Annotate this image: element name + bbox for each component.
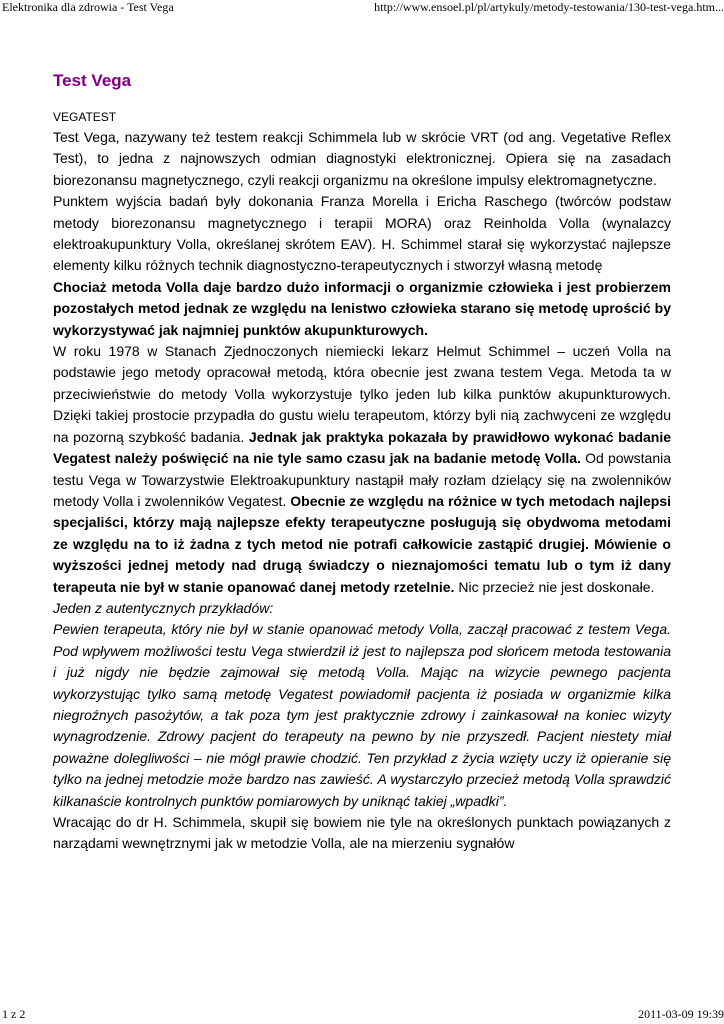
italic-text: Pewien terapeuta, który nie był w stanie opanować metody Volla, zaczął pracować z testem Vega. Pod wpływem możliwości testu Vega stwierdził iż jest to najlepsza pod słońcem metoda testowania i już nigdy nie będzie zajmował się metodą Volla. Mając na wizycie pewnego pacjenta wykorzystując tylko samą metodę Vegatest powiadomił pacjenta iż posiada w organizmie kilka niegroźnych pasożytów, a tak poza tym jest praktycznie zdrowy i zainkasował na koniec wizyty wynagrodzenie. Zdrowy pacjent do terapeuty na pewno by nie przyszedł. Pacjent niestety miał poważne dolegliwości – nie mógł prawie chodzić. Ten przykład z życia wzięty uczy iż opieranie się tylko na jednej metodzie może bardzo nas zawieść. A wystarczyło przecież metodą Volla sprawdzić kilkanaście kontrolnych punktów pomiarowych by uniknąć takiej „wpadki”. bbox=[53, 621, 671, 809]
paragraph-intro: Test Vega, nazywany też testem reakcji Schimmela lub w skrócie VRT (od ang. Vegetative Reflex Test), to jedna z najnowszych odmian diagnostyki elektronicznej. Opiera się na zasadach biorezonansu magnetycznego, czyli reakcji organizmu na określone impulsy elektromagnetyczne. bbox=[53, 129, 671, 188]
article-title: Test Vega bbox=[53, 71, 132, 90]
paragraph-example-heading bbox=[53, 598, 671, 619]
print-header bbox=[2, 0, 724, 16]
paragraph-schimmel: Wracając do dr H. Schimmela, skupił się bowiem nie tyle na określonych punktach powiązanych z narządami wewnętrznymi jak w metodzie Volla, ale na mierzeniu sygnałów bbox=[53, 814, 671, 852]
text-segment: Od powstania testu Vega w Towarzystwie Elektroakupunktury nastąpił mały rozłam dzielący się na zwolenników metody Volla i zwolenników Vegatest. bbox=[53, 450, 672, 509]
paragraph-origins: Punktem wyjścia badań były dokonania Franza Morella i Ericha Raschego (twórców podstaw metody biorezonansu magnetycznego i terapii MORA) oraz Reinholda Volla (wynalazcy elektroakupunktury Volla, określanej skrótem EAV). H. Schimmel starał się wykorzystać najlepsze elementy kilku różnych technik diagnostyczno-terapeutycznych i stworzył własną metodę bbox=[53, 193, 671, 274]
paragraph-history bbox=[53, 341, 671, 598]
text-segment: Nic przecież nie jest doskonałe. bbox=[454, 578, 655, 595]
paragraph-example bbox=[53, 619, 671, 812]
page-number: 1 z 2 bbox=[2, 1007, 26, 1021]
italic-text: Jeden z autentycznych przykładów: bbox=[53, 599, 274, 616]
page-title-header: Elektronika dla zdrowia - Test Vega bbox=[2, 0, 174, 14]
text-segment: W roku 1978 w Stanach Zjednoczonych niemiecki lekarz Helmut Schimmel – uczeń Volla na podstawie jego metody opracował metodą, która obecnie jest zwana testem Vega. Metoda ta w przeciwieństwie do metody Volla wykorzystuje tylko jeden lub kilka punktów akupunkturowych. Dzięki takiej prostocie przypadła do gustu wielu terapeutom, którzy byli nią zachwyceni ze względu na pozorną szybkość badania. bbox=[53, 343, 671, 445]
article-subtitle: VEGATEST bbox=[53, 110, 117, 124]
bold-text: Chociaż metoda Volla daje bardzo dużo informacji o organizmie człowieka i jest probierzem pozostałych metod jednak ze względu na lenistwo człowieka starano się metodę uprościć by wykorzystywać jak najmniej punktów akupunkturowych. bbox=[53, 278, 671, 338]
bold-text: Jednak jak praktyka pokazała by prawidłowo wykonać badanie Vegatest należy poświęcić na nie tyle samo czasu jak na badanie metodę Volla. bbox=[53, 428, 672, 467]
page-url-header: http://www.ensoel.pl/pl/artykuly/metody-testowania/130-test-vega.htm... bbox=[374, 0, 724, 14]
article-body bbox=[53, 127, 671, 855]
print-footer bbox=[2, 1008, 724, 1024]
paragraph-bold-note bbox=[53, 277, 671, 341]
print-timestamp: 2011-03-09 19:39 bbox=[638, 1007, 724, 1021]
bold-text: Obecnie ze względu na różnice w tych metodach najlepsi specjaliści, którzy mają najlepsze efekty terapeutyczne posługują się obydwoma metodami ze względu na to iż żadna z tych metod nie potrafi całkowicie zastąpić drugiej. Mówienie o wyższości jednej metody nad drugą świadczy o nieznajomości tematu lub o tym iż dany terapeuta nie był w stanie opanować danej metody rzetelnie. bbox=[53, 492, 671, 595]
